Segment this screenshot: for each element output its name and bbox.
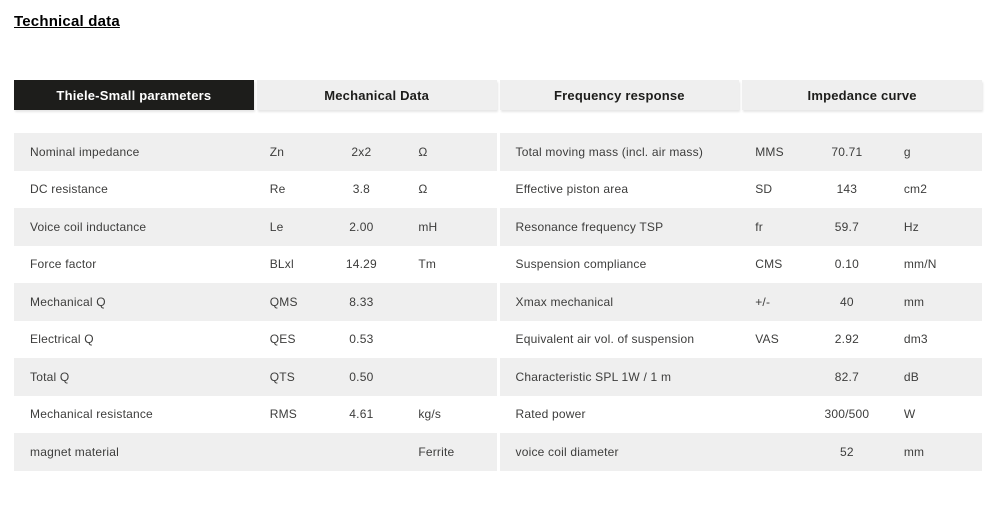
param-unit: Tm [418,257,437,272]
tab-thiele-small-parameters[interactable] [14,80,254,110]
table-row [14,321,497,359]
param-symbol: RMS [269,407,297,422]
table-row [14,133,497,171]
param-label: Rated power [515,407,586,422]
param-symbol: SD [755,182,773,197]
param-unit: W [903,407,916,422]
param-label: Mechanical Q [30,294,106,309]
page-title: Technical data [14,13,120,30]
table-row [500,171,983,209]
tab-mechanical-data[interactable] [257,80,497,110]
param-value: 4.61 [349,407,374,422]
param-label: Total Q [30,369,70,384]
param-symbol: MMS [755,144,784,159]
param-unit: Ferrite [418,444,455,459]
param-label: magnet material [30,444,120,459]
right-parameters-table [500,133,983,471]
param-label: DC resistance [30,182,108,197]
table-row [14,433,497,471]
param-label: Resonance frequency TSP [515,219,664,234]
param-unit: mm [903,294,925,309]
param-unit: dB [903,369,919,384]
parameters-tables [14,133,982,471]
param-unit: mm [903,444,925,459]
param-symbol: +/- [755,294,771,309]
param-value: 0.50 [349,369,374,384]
table-row [500,358,983,396]
param-label: Suspension compliance [515,257,647,272]
param-value: 52 [840,444,854,459]
table-row [14,246,497,284]
param-unit: Hz [903,219,919,234]
param-value: 82.7 [834,369,859,384]
param-value: 8.33 [349,294,374,309]
param-symbol: BLxl [269,257,294,272]
param-value: 300/500 [824,407,870,422]
param-symbol: VAS [755,332,779,347]
param-unit: g [903,144,911,159]
param-value: 14.29 [345,257,377,272]
tab-label: Thiele-Small parameters [56,87,212,103]
table-row [500,246,983,284]
param-value: 70.71 [831,144,863,159]
param-unit: Ω [418,182,428,197]
param-label: Xmax mechanical [515,294,614,309]
table-row [14,396,497,434]
table-row [14,208,497,246]
param-unit: Ω [418,144,428,159]
param-label: Nominal impedance [30,144,140,159]
table-row [14,171,497,209]
param-label: Effective piston area [515,182,629,197]
param-label: Voice coil inductance [30,219,147,234]
param-label: Total moving mass (incl. air mass) [515,144,704,159]
table-row [500,283,983,321]
param-unit: kg/s [418,407,442,422]
param-label: Force factor [30,257,97,272]
table-row [500,321,983,359]
param-unit: mm/N [903,257,937,272]
param-value: 3.8 [352,182,371,197]
table-row [500,396,983,434]
param-value: 2.92 [834,332,859,347]
tab-label: Frequency response [553,87,685,103]
param-value: 2.00 [349,219,374,234]
param-unit: cm2 [903,182,928,197]
param-symbol: Le [269,219,284,234]
table-row [14,283,497,321]
param-value: 143 [836,182,858,197]
param-label: Characteristic SPL 1W / 1 m [515,369,672,384]
left-parameters-table [14,133,497,471]
tab-bar [14,80,982,110]
param-symbol: CMS [755,257,783,272]
param-symbol: QMS [269,294,298,309]
tab-label: Mechanical Data [324,87,430,103]
param-value: 40 [840,294,854,309]
param-label: Mechanical resistance [30,407,153,422]
param-symbol: QES [269,332,296,347]
param-value: 2x2 [351,144,372,159]
param-value: 0.10 [834,257,859,272]
param-unit: mH [418,219,438,234]
param-symbol: Zn [269,144,285,159]
param-value: 59.7 [834,219,859,234]
table-row [14,358,497,396]
param-symbol: QTS [269,369,295,384]
param-symbol: Re [269,182,286,197]
param-symbol: fr [755,219,763,234]
tab-frequency-response[interactable] [500,80,740,110]
tab-label: Impedance curve [807,87,917,103]
table-row [500,433,983,471]
param-value: 0.53 [349,332,374,347]
tab-impedance-curve[interactable] [742,80,982,110]
param-unit: dm3 [903,332,928,347]
table-row [500,208,983,246]
table-row [500,133,983,171]
param-label: Electrical Q [30,332,94,347]
param-label: voice coil diameter [515,444,619,459]
param-label: Equivalent air vol. of suspension [515,332,695,347]
